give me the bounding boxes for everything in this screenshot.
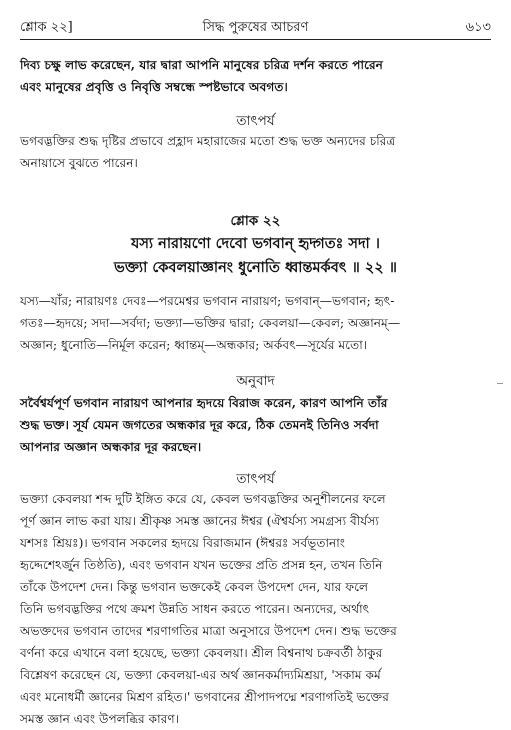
- purport-line: তাঁকে উপদেশ দেন। কিন্তু ভগবান ভক্তকেই কেবল উপদেশ দেন, যার ফলে: [20, 580, 369, 594]
- purport-line: বিশ্লেষণ করেছেন যে, ভক্ত্যা কেবলয়া-এর অর্থ জ্ঞানকর্মাদ্যমিশ্রয়া, 'সকাম কর্ম: [20, 668, 381, 682]
- translation-line: আপনার অজ্ঞান অন্ধকার দূর করছেন।: [20, 440, 202, 454]
- purport-line: যশসঃ শ্রিয়ঃ)। ভগবান সকলের হৃদয়ে বিরাজমান (ঈশ্বরঃ সর্বভূতানাং: [20, 536, 346, 550]
- purport-line: অনায়াসে বুঝতে পারেন।: [20, 156, 138, 170]
- synonyms-line: যস্য—যাঁর; নারায়ণঃ দেবঃ—পরমেশ্বর ভগবান নারায়ণ; ভগবান্—ভগবান; হৃৎ-: [20, 294, 395, 308]
- purport-line: সমস্ত জ্ঞান এবং উপলব্ধির কারণ।: [20, 712, 180, 726]
- header-verse-ref: শ্লোক ২২]: [20, 20, 73, 35]
- translation-heading: অনুবাদ: [236, 373, 275, 389]
- purport-line: ভক্ত্যা কেবলয়া শব্দ দুটি ইঙ্গিত করে যে, কেবল ভগবদ্ভক্তির অনুশীলনের ফলে: [20, 492, 386, 506]
- synonyms-paragraph: [20, 290, 491, 356]
- translation-line: শুদ্ধ ভক্ত। সূর্য যেমন জগতের অন্ধকার দূর করে, ঠিক তেমনই তিনিও সর্বদা: [20, 418, 379, 432]
- purport-line: বর্ণনা করে এখানে বলা হয়েছে, ভক্ত্যা কেবলয়া। শ্রীল বিশ্বনাথ চক্রবর্তী ঠাকুর: [20, 646, 383, 660]
- verse-heading: শ্লোক ২২: [230, 213, 281, 229]
- purport-line: ভগবদ্ভক্তির শুদ্ধ দৃষ্টির প্রভাবে প্রহ্লাদ মহারাজের মতো শুদ্ধ ভক্ত অন্যদের চরিত্র: [20, 134, 396, 148]
- intro-paragraph: [20, 54, 491, 98]
- translation-line: সর্বৈশ্বর্যপূর্ণ ভগবান নারায়ণ আপনার হৃদয়ে বিরাজ করেন, কারণ আপনি তাঁর: [20, 396, 388, 410]
- purport-paragraph-1: [20, 130, 491, 174]
- purport-line: পূর্ণ জ্ঞান লাভ করা যায়। শ্রীকৃষ্ণ সমস্ত জ্ঞানের ঈশ্বর (ঐশ্বর্যস্য সমগ্রস্য বীর্যস্য: [20, 514, 379, 528]
- header-chapter-title: সিদ্ধ পুরুষের আচরণ: [202, 20, 309, 35]
- purport-line: অভক্তদের ভগবান তাদের শরণাগতির মাত্রা অনুসারে উপদেশ দেন। শুদ্ধ ভক্তের: [20, 624, 397, 638]
- page-header: [20, 18, 491, 38]
- purport-line: তিনি ভগবদ্ভক্তির পথে ক্রমশ উন্নতি সাধন করতে পারেন। অন্যদের, অর্থাৎ: [20, 602, 370, 616]
- header-rule: [20, 39, 491, 40]
- intro-line: দিব্য চক্ষু লাভ করেছেন, যার দ্বারা আপনি মানুষের চরিত্র দর্শন করতে পারেন: [20, 58, 383, 72]
- purport-line: হৃদ্দেশেঽর্জুন তিষ্ঠতি), এবং ভগবান যখন ভক্তের প্রতি প্রসন্ন হন, তখন তিনি: [20, 558, 383, 572]
- purport-heading-2: তাৎপর্য: [236, 471, 275, 487]
- verse-line: ভক্ত্যা কেবলয়াজ্ঞানং ধুনোতি ধ্বান্তমর্কবৎ ॥ ২২ ॥: [114, 259, 397, 276]
- intro-line: এবং মানুষের প্রবৃত্তি ও নিবৃত্তি সম্বন্ধে স্পষ্টভাবে অবগত।: [20, 80, 288, 94]
- purport-heading: তাৎপর্য: [236, 113, 275, 129]
- header-page-number: ৬১৩: [465, 20, 491, 35]
- verse-text: [0, 232, 511, 280]
- synonyms-line: অজ্ঞান; ধুনোতি—নির্মূল করেন; ধ্বান্তম্—অন্ধকার; অর্কবৎ—সূর্যের মতো।: [20, 338, 368, 352]
- purport-line: এবং মনোধর্মী জ্ঞানের মিশ্রণ রহিত।' ভগবানের শ্রীপাদপদ্মে শরণাগতিই ভক্তের: [20, 690, 389, 704]
- translation-paragraph: [20, 392, 491, 458]
- purport-paragraph-2: [20, 488, 491, 730]
- synonyms-line: গতঃ—হৃদয়ে; সদা—সর্বদা; ভক্ত্যা—ভক্তির দ্বারা; কেবলয়া—কেবল; অজ্ঞানম্—: [20, 316, 401, 330]
- verse-line: যস্য নারায়ণো দেবো ভগবান্ হৃদ্গতঃ সদা ।: [130, 235, 380, 252]
